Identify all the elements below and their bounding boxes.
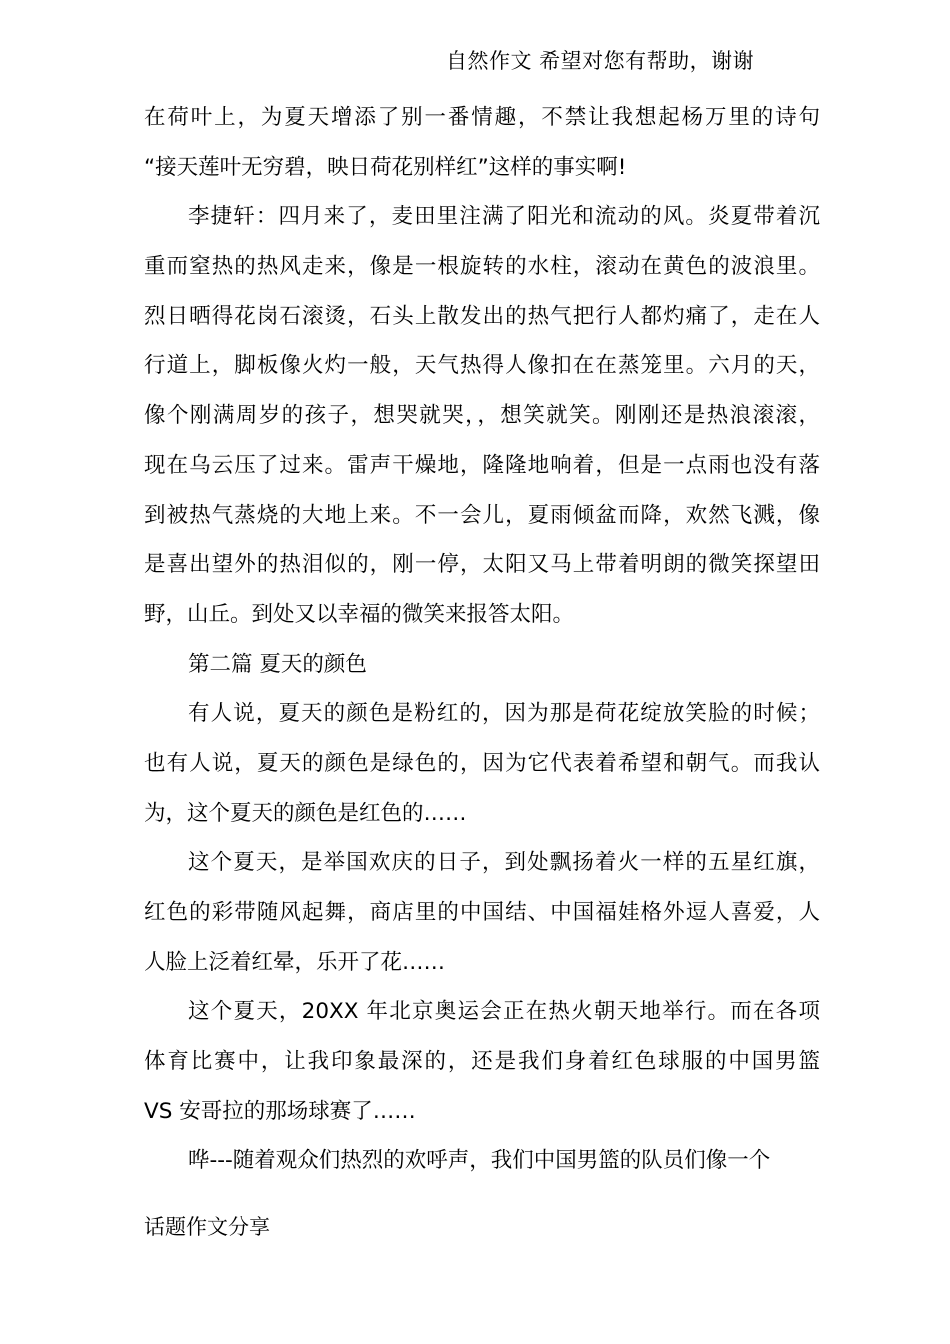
- text-line: 现在乌云压了过来。雷声干燥地，隆隆地响着，但是一点雨也没有落: [144, 452, 820, 478]
- text-line: 是喜出望外的热泪似的，刚一停，太阳又马上带着明朗的微笑探望田: [144, 552, 820, 578]
- section-heading: 第二篇 夏天的颜色: [188, 651, 367, 677]
- text-line: 哗---随着观众们热烈的欢呼声，我们中国男篮的队员们像一个: [188, 1148, 771, 1174]
- text-line: 野，山丘。到处又以幸福的微笑来报答太阳。: [144, 601, 575, 627]
- text-line: 也有人说，夏天的颜色是绿色的，因为它代表着希望和朝气。而我认: [144, 750, 820, 776]
- text-line: 李捷轩：四月来了，麦田里注满了阳光和流动的风。炎夏带着沉: [188, 204, 820, 230]
- text-line: 重而窒热的热风走来，像是一根旋转的水柱，滚动在黄色的波浪里。: [144, 254, 820, 280]
- text-line: VS 安哥拉的那场球赛了……: [144, 1098, 416, 1124]
- text-line: 到被热气蒸烧的大地上来。不一会儿，夏雨倾盆而降，欢然飞溅，像: [144, 502, 820, 528]
- text-line: 体育比赛中，让我印象最深的，还是我们身着红色球服的中国男篮: [144, 1049, 820, 1075]
- text-line: 人脸上泛着红晕，乐开了花……: [144, 949, 446, 975]
- text-line: 这个夏天，是举国欢庆的日子，到处飘扬着火一样的五星红旗，: [188, 850, 820, 876]
- text-line: 像个刚满周岁的孩子，想哭就哭，，想笑就笑。刚刚还是热浪滚滚，: [144, 403, 820, 429]
- document-body: [144, 96, 820, 1189]
- text-line: 在荷叶上，为夏天增添了别一番情趣，不禁让我想起杨万里的诗句: [144, 105, 820, 130]
- page-footer: 话题作文分享: [144, 1215, 270, 1239]
- text-line: 为，这个夏天的颜色是红色的……: [144, 800, 467, 826]
- text-line: 行道上，脚板像火灼一般，天气热得人像扣在在蒸笼里。六月的天，: [144, 353, 820, 379]
- page-header: 自然作文 希望对您有帮助，谢谢: [446, 49, 755, 73]
- text-line: 有人说，夏天的颜色是粉红的，因为那是荷花绽放笑脸的时候；: [188, 701, 820, 727]
- text-line: “接天莲叶无穷碧，映日荷花别样红”这样的事实啊!: [144, 154, 627, 180]
- text-line: 烈日晒得花岗石滚烫，石头上散发出的热气把行人都灼痛了，走在人: [144, 303, 820, 329]
- text-line: 红色的彩带随风起舞，商店里的中国结、中国福娃格外逗人喜爱，人: [144, 900, 820, 925]
- text-line: 这个夏天，20XX 年北京奥运会正在热火朝天地举行。而在各项: [188, 999, 820, 1025]
